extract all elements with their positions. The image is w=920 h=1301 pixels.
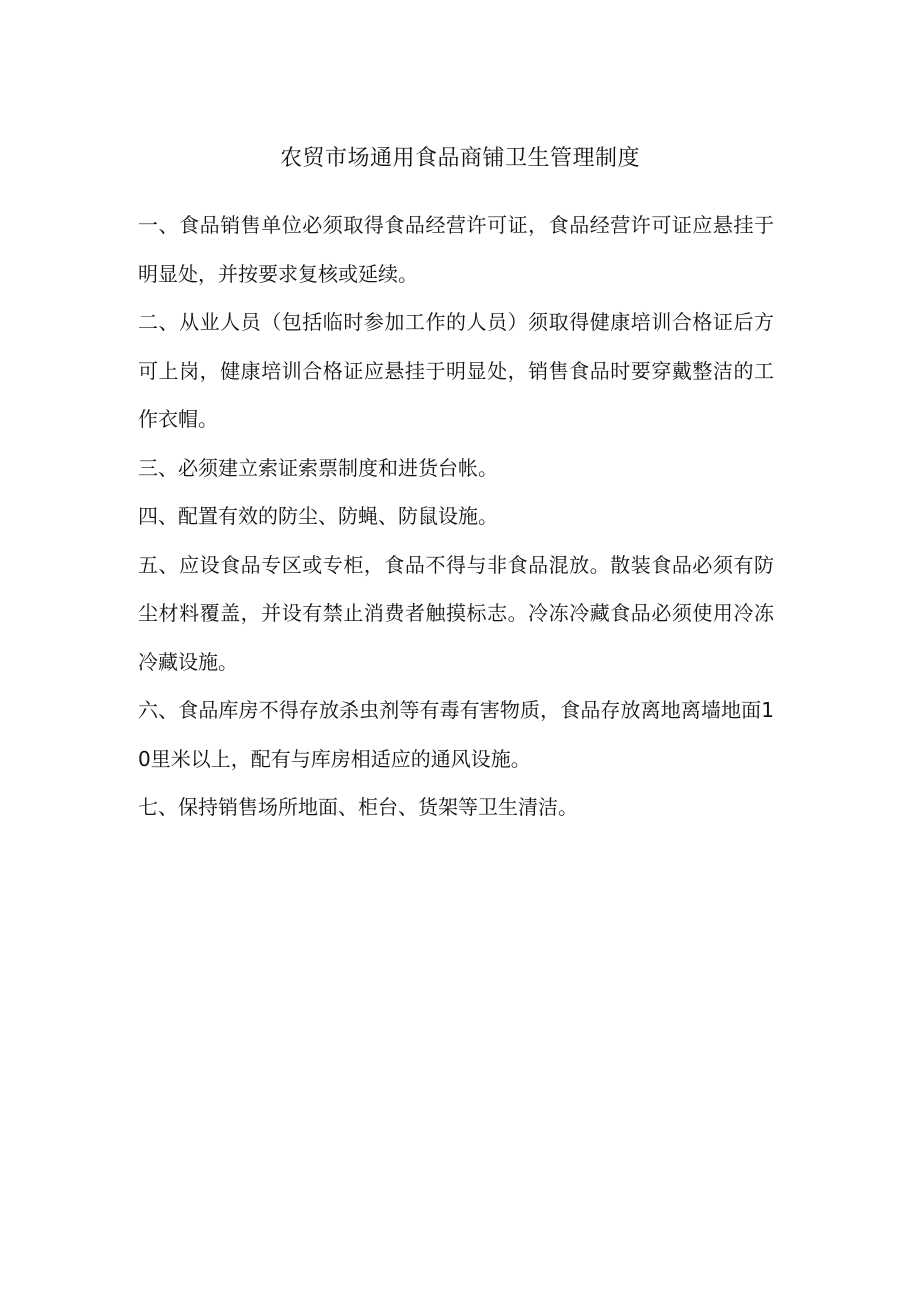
rule-item-5: 五、应设食品专区或专柜，食品不得与非食品混放。散装食品必须有防尘材料覆盖，并设有禁止消费者触摸标志。冷冻冷藏食品必须使用冷冻冷藏设施。 [138,552,774,674]
rules-list [138,201,774,832]
rule-item-2: 二、从业人员（包括临时参加工作的人员）须取得健康培训合格证后方可上岗，健康培训合格证应悬挂于明显处，销售食品时要穿戴整洁的工作衣帽。 [138,310,774,431]
rule-item-6: 六、食品库房不得存放杀虫剂等有毒有害物质，食品存放离地离墙地面10里米以上，配有与库房相适应的通风设施。 [138,698,774,771]
rule-item-3: 三、必须建立索证索票制度和进货台帐。 [138,455,498,480]
rule-item-1: 一、食品销售单位必须取得食品经营许可证，食品经营许可证应悬挂于明显处，并按要求复核或延续。 [138,213,774,286]
rule-item-7: 七、保持销售场所地面、柜台、货架等卫生清洁。 [138,795,578,819]
rule-item-4: 四、配置有效的防尘、防蝇、防鼠设施。 [138,504,498,528]
document-title: 农贸市场通用食品商铺卫生管理制度 [279,146,640,171]
